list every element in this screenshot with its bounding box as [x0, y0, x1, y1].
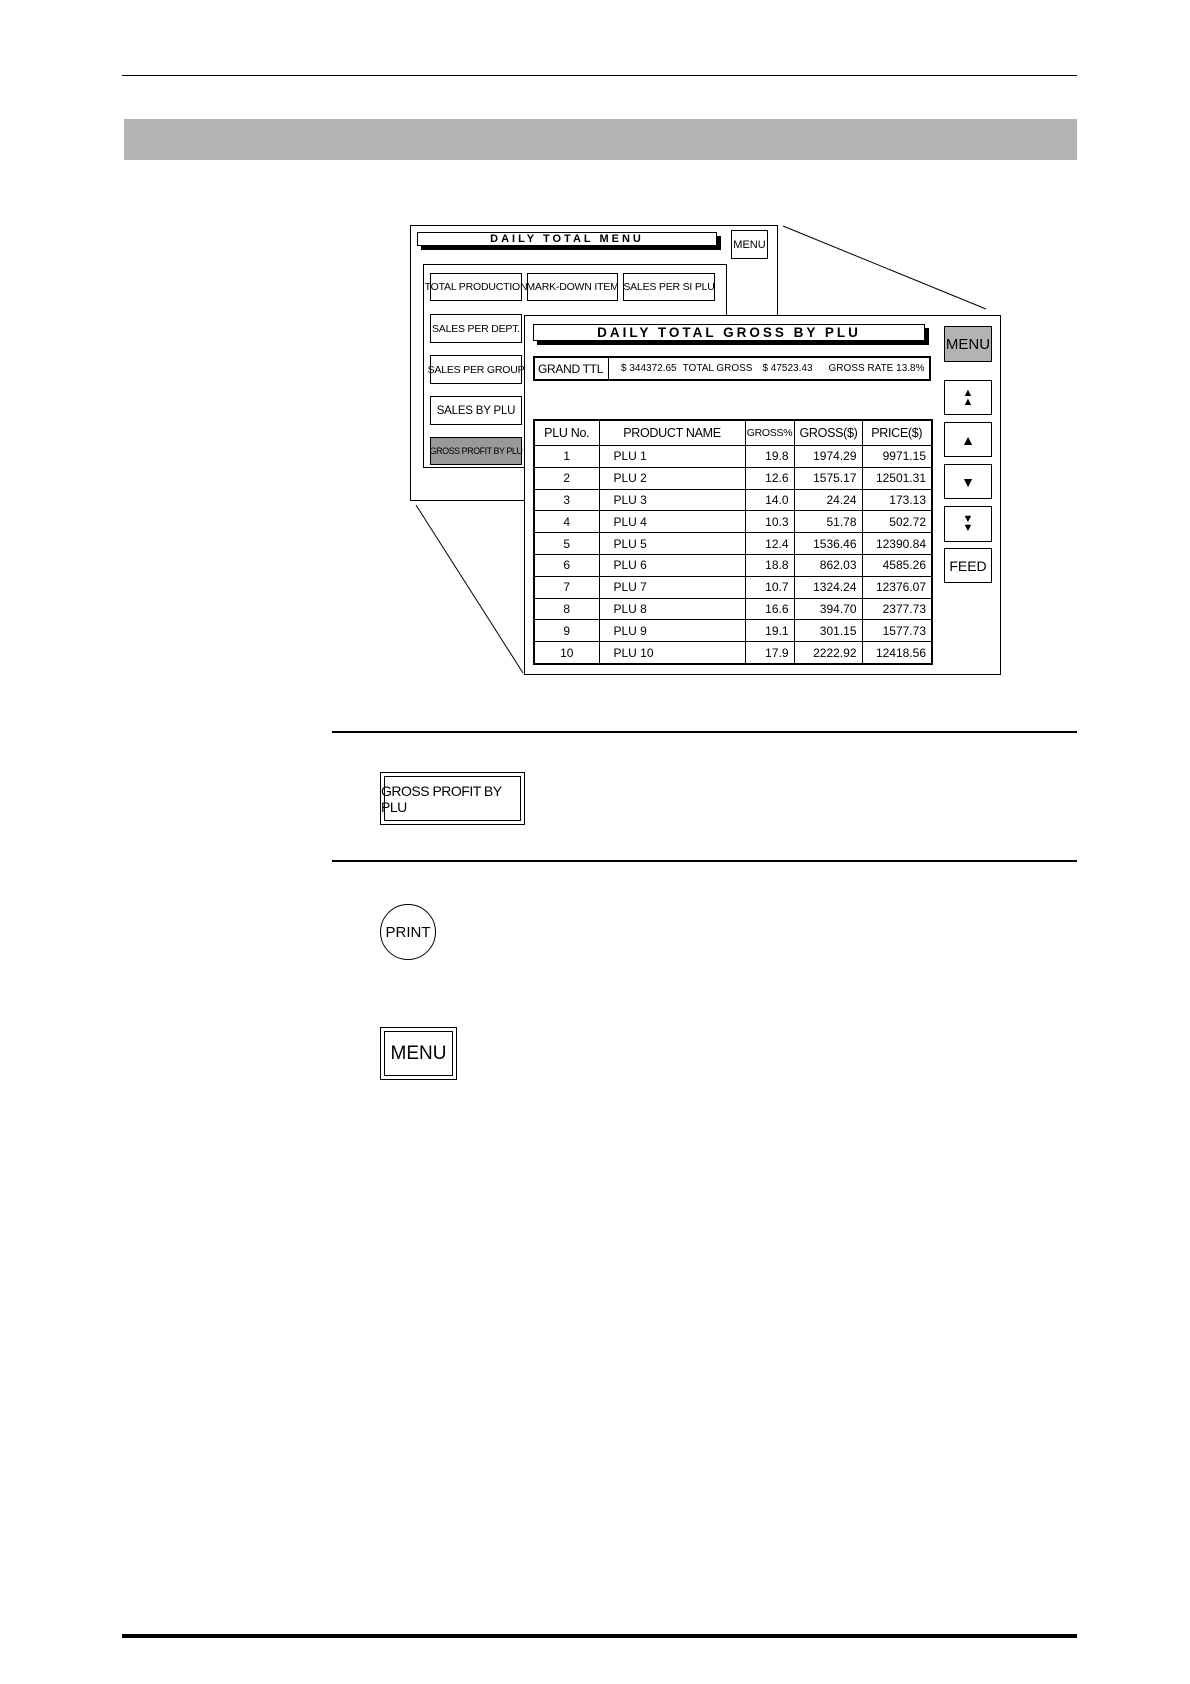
gross-dollars-cell: 1575.17 [794, 467, 862, 489]
gross-percent-cell: 19.8 [745, 446, 794, 468]
plu-no-cell: 1 [534, 446, 599, 468]
table-row [534, 554, 932, 576]
gross-dollars-cell: 1324.24 [794, 576, 862, 598]
price-cell: 173.13 [862, 489, 932, 511]
price-cell: 502.72 [862, 511, 932, 533]
plu-no-cell: 7 [534, 576, 599, 598]
gross-percent-cell: 17.9 [745, 642, 794, 664]
gross-by-plu-table [533, 419, 933, 665]
product-name-cell: PLU 1 [599, 446, 745, 468]
table-row [534, 598, 932, 620]
table-row [534, 511, 932, 533]
table-row [534, 489, 932, 511]
table-row [534, 576, 932, 598]
sales-per-group-button[interactable]: SALES PER GROUP [430, 355, 522, 384]
table-header-row [534, 420, 932, 446]
gross-percent-cell: 19.1 [745, 620, 794, 642]
feed-button[interactable]: FEED [944, 548, 992, 583]
gross-rate: GROSS RATE 13.8% [828, 363, 925, 374]
total-gross-label: TOTAL GROSS [682, 363, 753, 374]
col-plu-no: PLU No. [534, 420, 599, 446]
gross-percent-cell: 12.6 [745, 467, 794, 489]
sales-by-plu-button[interactable]: SALES BY PLU [430, 396, 522, 425]
product-name-cell: PLU 4 [599, 511, 745, 533]
plu-no-cell: 3 [534, 489, 599, 511]
table-row [534, 533, 932, 555]
bottom-rule [122, 1634, 1077, 1638]
product-name-cell: PLU 10 [599, 642, 745, 664]
price-cell: 12390.84 [862, 533, 932, 555]
price-cell: 9971.15 [862, 446, 932, 468]
gross-dollars-cell: 51.78 [794, 511, 862, 533]
gross-dollars-cell: 24.24 [794, 489, 862, 511]
summary-bar [533, 356, 931, 381]
gross-dollars-cell: 862.03 [794, 554, 862, 576]
table-row [534, 446, 932, 468]
mark-down-item-button[interactable]: MARK-DOWN ITEM [527, 273, 618, 301]
plu-no-cell: 9 [534, 620, 599, 642]
up-arrow-icon: ▲ [961, 431, 975, 448]
grand-ttl-value: $ 344372.65 [621, 363, 677, 374]
price-cell: 12501.31 [862, 467, 932, 489]
price-cell: 1577.73 [862, 620, 932, 642]
gross-percent-cell: 12.4 [745, 533, 794, 555]
grand-ttl-label: GRAND TTL [535, 358, 609, 379]
daily-total-menu-title: DAILY TOTAL MENU [417, 232, 717, 246]
gross-percent-cell: 16.6 [745, 598, 794, 620]
gross-dollars-cell: 301.15 [794, 620, 862, 642]
front-menu-button[interactable]: MENU [944, 326, 992, 362]
col-product-name: PRODUCT NAME [599, 420, 745, 446]
double-up-arrow-icon: ▲ ▲ [962, 386, 974, 408]
table-row [534, 467, 932, 489]
product-name-cell: PLU 8 [599, 598, 745, 620]
gross-percent-cell: 18.8 [745, 554, 794, 576]
page-down-button[interactable] [944, 506, 992, 542]
product-name-cell: PLU 3 [599, 489, 745, 511]
plu-no-cell: 2 [534, 467, 599, 489]
price-cell: 4585.26 [862, 554, 932, 576]
scroll-up-button[interactable] [944, 422, 992, 457]
gross-dollars-cell: 2222.92 [794, 642, 862, 664]
scroll-down-button[interactable] [944, 464, 992, 499]
step-divider-2 [332, 860, 1077, 862]
plu-no-cell: 8 [534, 598, 599, 620]
step-divider-1 [332, 731, 1077, 733]
total-production-button[interactable]: TOTAL PRODUCTION [430, 273, 522, 301]
product-name-cell: PLU 2 [599, 467, 745, 489]
col-gross-percent: GROSS% [745, 420, 794, 446]
product-name-cell: PLU 7 [599, 576, 745, 598]
plu-no-cell: 6 [534, 554, 599, 576]
page-up-button[interactable] [944, 380, 992, 415]
gross-dollars-cell: 1536.46 [794, 533, 862, 555]
plu-no-cell: 5 [534, 533, 599, 555]
total-gross-value: $ 47523.43 [762, 363, 813, 374]
gross-percent-cell: 10.7 [745, 576, 794, 598]
gross-percent-cell: 10.3 [745, 511, 794, 533]
col-gross-dollars: GROSS($) [794, 420, 862, 446]
gross-dollars-cell: 394.70 [794, 598, 862, 620]
table-row [534, 620, 932, 642]
plu-no-cell: 10 [534, 642, 599, 664]
down-arrow-icon: ▼ [961, 473, 975, 490]
plu-no-cell: 4 [534, 511, 599, 533]
print-key[interactable]: PRINT [380, 904, 436, 960]
back-menu-button[interactable]: MENU [731, 230, 768, 259]
price-cell: 2377.73 [862, 598, 932, 620]
sales-per-dept-button[interactable]: SALES PER DEPT. [430, 314, 522, 343]
menu-key[interactable]: MENU [380, 1027, 457, 1080]
gross-profit-by-plu-key[interactable]: GROSS PROFIT BY PLU [380, 772, 525, 825]
gross-by-plu-title: DAILY TOTAL GROSS BY PLU [533, 324, 925, 341]
table-row [534, 642, 932, 664]
product-name-cell: PLU 9 [599, 620, 745, 642]
sales-per-si-plu-button[interactable]: SALES PER SI PLU [623, 273, 715, 301]
gross-dollars-cell: 1974.29 [794, 446, 862, 468]
gross-percent-cell: 14.0 [745, 489, 794, 511]
product-name-cell: PLU 5 [599, 533, 745, 555]
double-down-arrow-icon: ▼ ▼ [962, 513, 974, 534]
product-name-cell: PLU 6 [599, 554, 745, 576]
price-cell: 12376.07 [862, 576, 932, 598]
col-price-dollars: PRICE($) [862, 420, 932, 446]
price-cell: 12418.56 [862, 642, 932, 664]
gross-profit-by-plu-button[interactable]: GROSS PROFIT BY PLU [430, 437, 522, 465]
